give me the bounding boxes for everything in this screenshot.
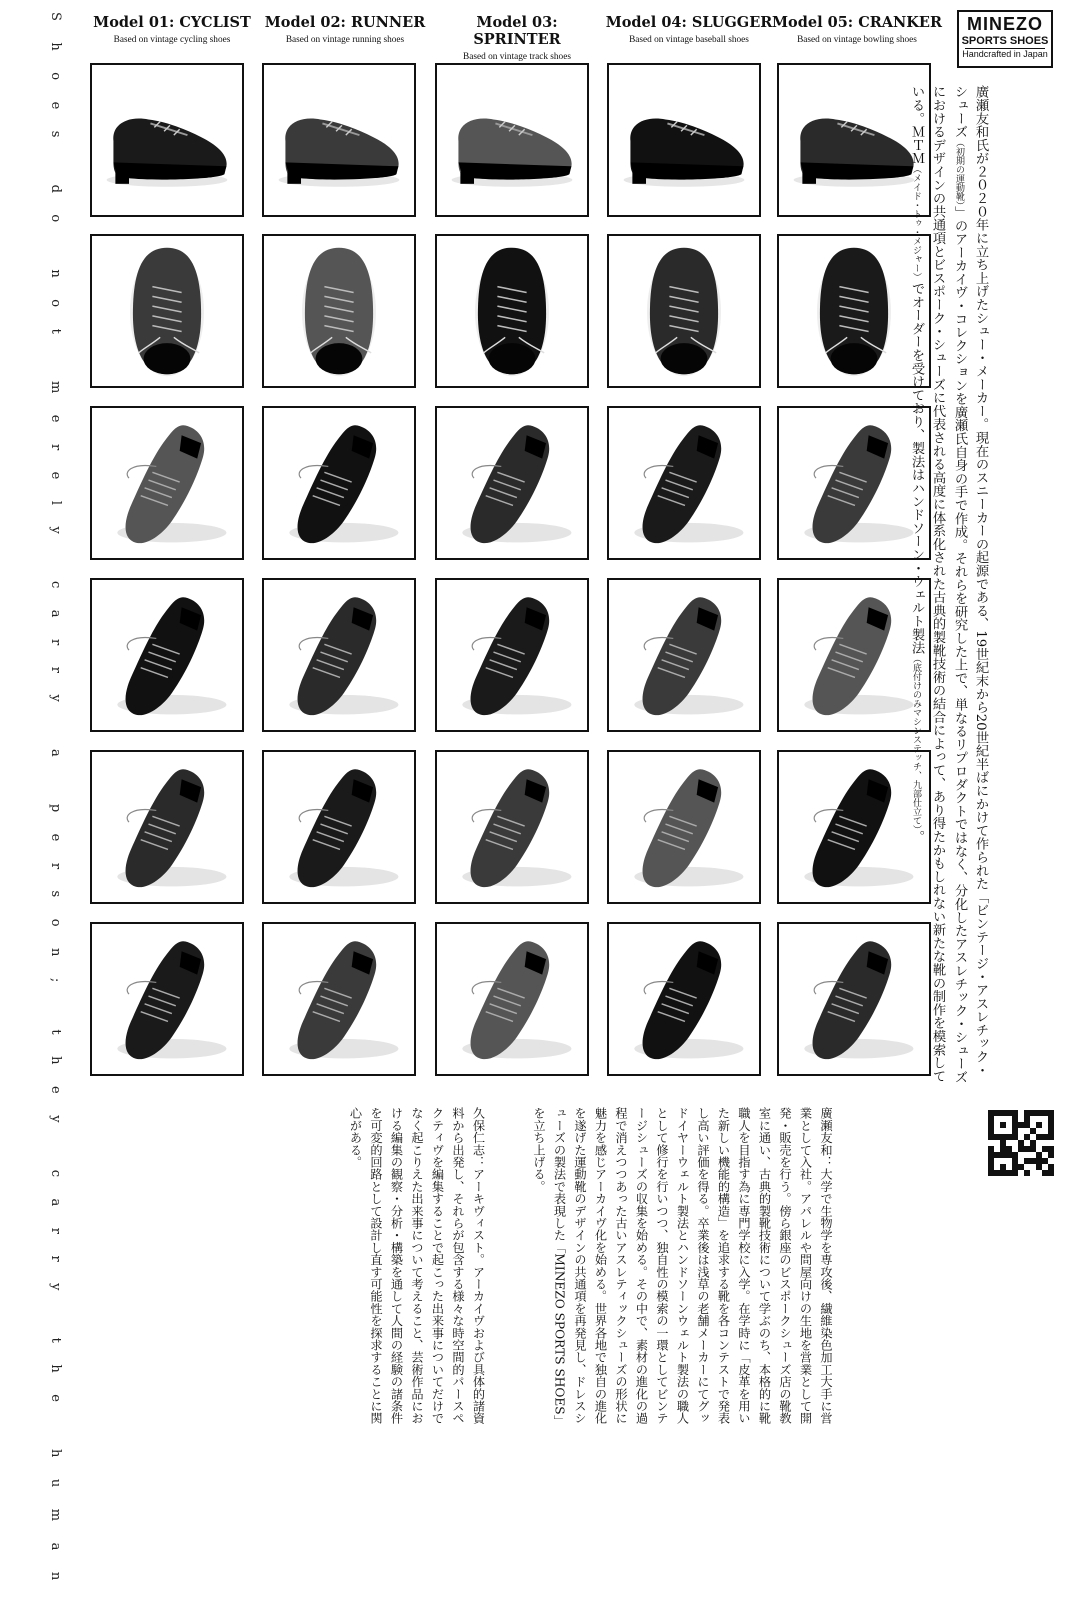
vertical-tagline: Shoes do not merely carry a person; they carry the human — [48, 12, 63, 1602]
model-name: Model 02: RUNNER — [264, 14, 426, 31]
shoe-photo-1-6 — [90, 922, 244, 1076]
bio-hirose: 廣瀬友和：大学で生物学を専攻後、繊維染色加工大手に営業として入社。アパレルや問屋向けの生地を営業として開発・販売を行う。傍ら銀座のビスポークシューズ店の靴教室に通い、古典的製靴技術について学ぶのち、本格的に靴職人を目指す為に専門学校に入学。在学時に「皮革を用いた新しい機能的構造」を追求する靴を各コンテストで発表し高い評価を得る。卒業後は浅草の老舗メーカーにてグッドイヤーウェルト製法とハンドソーンウェルト製法の職人として修行を行いつつ、独自性の模索の一環としてビンテージシューズの収集を始める。その中で、素材の進化の過程で消えつつあった古いアスレティックシューズの形状に魅力を感じアーカイヴ化を始める。世界各地で独自の進化を遂げた運動靴のデザインの共通項を再発見し、ドレスシューズの製法で表現した「MINEZO SPORTS SHOES」を立ち上げる。 — [532, 1107, 833, 1425]
intro-p2: 」のアーカイヴ・コレクションを廣瀬氏自身の手で作成。それらを研究した上で、単なるリプロダクトではなく、分化したアスレチック・シューズにおけるデザインの共通項とビスポーク・シューズに代表される高度に体系化された古典的製靴技術の結合によって、あり得たかもしれない新たな靴の制作を模索している。ＭＴＭ — [909, 85, 967, 1084]
model-name: Model 04: SLUGGER — [605, 14, 773, 31]
shoe-photo-2-2 — [262, 234, 416, 388]
shoe-photo-4-5 — [607, 750, 761, 904]
shoe-photo-2-5 — [262, 750, 416, 904]
logo-wordmark: MINEZO — [967, 14, 1043, 34]
shoe-photo-4-3 — [607, 406, 761, 560]
shoe-photo-4-4 — [607, 578, 761, 732]
shoe-photo-1-4 — [90, 578, 244, 732]
shoe-photo-3-4 — [435, 578, 589, 732]
shoe-photo-2-4 — [262, 578, 416, 732]
shoe-photo-1-2 — [90, 234, 244, 388]
intro-p4: 。 — [909, 829, 924, 844]
qr-code-icon[interactable] — [988, 1110, 1054, 1176]
logo-tagline: Handcrafted in Japan — [962, 49, 1048, 59]
intro-text — [905, 85, 991, 1085]
shoe-photo-3-1 — [435, 63, 589, 217]
model-header-runner — [259, 14, 431, 45]
model-name: Model 01: CYCLIST — [93, 14, 251, 31]
shoe-photo-3-6 — [435, 922, 589, 1076]
shoe-photo-1-5 — [90, 750, 244, 904]
shoe-photo-2-3 — [262, 406, 416, 560]
model-header-slugger — [603, 14, 775, 45]
model-subtitle: Based on vintage baseball shoes — [629, 35, 749, 45]
shoe-photo-2-1 — [262, 63, 416, 217]
shoe-photo-3-5 — [435, 750, 589, 904]
model-name: Model 03: SPRINTER — [473, 14, 561, 48]
intro-note-1: （初期の運動靴） — [954, 138, 964, 206]
model-subtitle: Based on vintage bowling shoes — [797, 35, 917, 45]
logo-subline: SPORTS SHOES — [961, 35, 1049, 47]
model-header-cyclist — [86, 14, 258, 45]
model-name: Model 05: CRANKER — [771, 14, 943, 31]
minezo-logo — [957, 10, 1053, 68]
shoe-photo-1-3 — [90, 406, 244, 560]
shoe-photo-3-3 — [435, 406, 589, 560]
intro-note-2: （メイド・トゥ・メジャー） — [911, 164, 921, 282]
model-subtitle: Based on vintage track shoes — [463, 52, 571, 62]
shoe-photo-4-1 — [607, 63, 761, 217]
model-header-cranker — [771, 14, 943, 45]
shoe-photo-1-1 — [90, 63, 244, 217]
intro-note-3: （底付けのみマシンステッチ、九部仕立て） — [911, 654, 921, 830]
model-subtitle: Based on vintage cycling shoes — [113, 35, 231, 45]
shoe-photo-3-2 — [435, 234, 589, 388]
bio-kubo: 久保仁志：アーキヴィスト。アーカイヴおよび具体的諸資料から出発し、それらが包含する様々な時空間的パースペクティヴを編集することで起こった出来事についてだけでなく起こりえた出来事について考えること、芸術作品における編集の観察・分析・構築を通して人間の経験の諸条件を可変的回路として設計し直す可能性を探求することに関心がある。 — [348, 1107, 486, 1425]
bio-text — [345, 1107, 836, 1425]
shoe-photo-4-2 — [607, 234, 761, 388]
model-subtitle: Based on vintage running shoes — [285, 35, 405, 45]
shoe-photo-4-6 — [607, 922, 761, 1076]
intro-p3: でオーダーを受けており、製法はハンドソーン・ウェルト製法 — [909, 281, 924, 655]
model-header-sprinter — [431, 14, 603, 62]
shoe-photo-2-6 — [262, 922, 416, 1076]
intro-p1: 廣瀬友和氏が２０２０年に立ち上げたシュー・メーカー。現在のスニーカーの起源である、19世紀末から20世紀半ばにかけて作られた「ビンテージ・アスレチック・シューズ — [952, 85, 988, 1077]
